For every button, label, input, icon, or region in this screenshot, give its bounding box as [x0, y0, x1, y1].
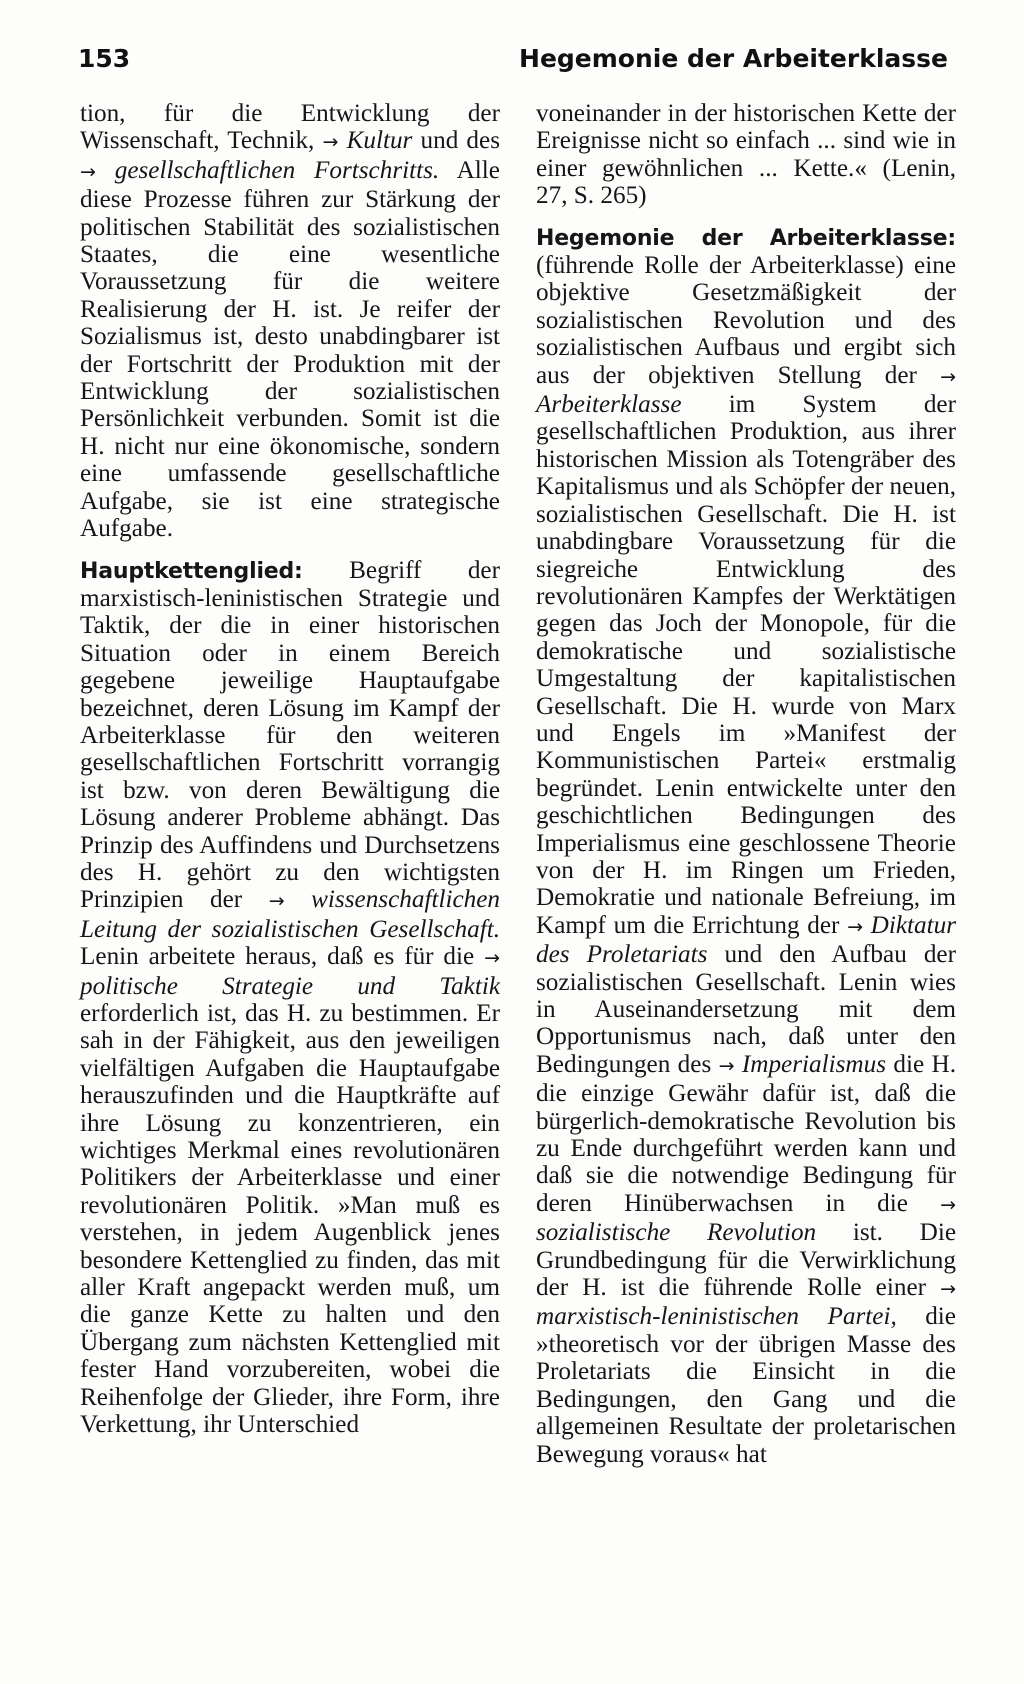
cross-reference-sozialistische-revolution: sozialistische Revolution	[536, 1219, 817, 1247]
quotation-continuation-paragraph	[536, 100, 956, 210]
cross-reference-wissenschaftliche-leitung: wissenschaftlichen Leitung der sozialistischen Gesellschaft.	[80, 886, 500, 943]
cross-reference-arrow-icon: →	[940, 365, 956, 388]
text-segment: die H. die einzige Gewähr dafür ist, daß die bürgerlich-demokratische Revolution bis zu Ende durchgeführt werden kann und daß sie die notwendige Bedingung für deren Hinüberwachsen in die	[536, 1050, 957, 1217]
text-segment: und den Aufbau der sozialistischen Gesellschaft. Lenin wies in Auseinandersetzung mit dem Opportunismus nach, daß unter den Bedingungen des	[536, 941, 956, 1078]
running-head-title: Hegemonie der Arbeiterklasse	[519, 44, 948, 73]
entry-continuation-paragraph	[80, 100, 500, 543]
text-segment: (führende Rolle der Arbeiterklasse) eine objektive Gesetzmäßigkeit der sozialistischen Revolution und des sozialistischen Aufbaus und ergibt sich aus der objektiven Stellung der	[536, 252, 956, 389]
entry-headword: Hegemonie der Arbeiterklasse:	[536, 225, 956, 251]
cross-reference-arrow-icon: →	[940, 1278, 956, 1301]
cross-reference-imperialismus: Imperialismus	[741, 1050, 887, 1078]
text-segment: erforderlich ist, das H. zu bestimmen. Er sah in der Fähigkeit, aus den jeweiligen vielfältigen Aufgaben die Hauptaufgabe herauszufinden und die Hauptkräfte auf ihre Lösung zu konzentrieren, ein wichtiges Merkmal eines revolutionären Politikers der Arbeiterklasse und einer revolutionären Politik. »Man muß es verstehen, in jedem Augenblick jenes besondere Kettenglied zu finden, das mit aller Kraft angepackt werden muß, um die ganze Kette zu halten und den Übergang zum nächsten Kettenglied mit fester Hand vorzubereiten, wobei die Reihenfolge der Glieder, ihre Form, ihre Verkettung, ihr Unterschied	[80, 1000, 500, 1439]
cross-reference-arrow-icon: →	[484, 947, 500, 970]
text-segment: ist. Die Grundbedingung für die Verwirklichung der H. ist die führende Rolle einer	[536, 1219, 957, 1302]
cross-reference-marxistisch-leninistische-partei: marxistisch-leninistischen Partei,	[536, 1303, 897, 1331]
text-segment: voneinander in der historischen Kette der Ereignisse nicht so einfach ... sind wie in einer gewöhnlichen ... Kette.« (Lenin, 27, S. 265)	[536, 100, 956, 210]
cross-reference-arrow-icon: →	[80, 160, 96, 183]
cross-reference-arrow-icon: →	[322, 131, 339, 154]
cross-reference-politische-strategie: politische Strategie und Taktik	[80, 972, 500, 1000]
cross-reference-diktatur-des-proletariats: Diktatur des Proletariats	[536, 911, 956, 969]
page-number: 153	[78, 44, 131, 73]
cross-reference-arbeiterklasse: Arbeiterklasse	[536, 391, 682, 419]
entry-headword: Hauptkettenglied:	[80, 558, 303, 584]
cross-reference-kultur: Kultur	[346, 127, 413, 155]
entry-hegemonie-der-arbeiterklasse	[536, 224, 956, 1468]
text-segment: Lenin arbeitete heraus, daß es für die	[80, 943, 485, 971]
left-column	[80, 100, 500, 1439]
text-segment: die »theoretisch vor der übrigen Masse des Proletariats die Einsicht in die Bedingungen, den Gang und die allgemeinen Resultate der proletarischen Bewegung voraus« hat	[536, 1303, 956, 1468]
text-segment: im System der gesellschaftlichen Produktion, aus ihrer historischen Mission als Totengräber des Kapitalismus und als Schöpfer der neuen, sozialistischen Gesellschaft. Die H. ist unabdingbare Voraussetzung für die siegreiche Entwicklung des revolutionären Kampfes der Werktätigen gegen das Joch der Monopole, für die demokratische und sozialistische Umgestaltung der kapitalistischen Gesellschaft. Die H. wurde von Marx und Engels im »Manifest der Kommunistischen Partei« erstmalig begründet. Lenin entwickelte unter den geschichtlichen Bedingungen des Imperialismus eine geschlossene Theorie von der H. im Ringen um Frieden, Demokratie und nationale Befreiung, im Kampf um die Errichtung der	[536, 391, 956, 939]
cross-reference-gesellschaftlicher-fortschritt: gesellschaftlichen Fortschritts.	[114, 156, 440, 184]
text-segment: Begriff der marxistisch-leninistischen Strategie und Taktik, der die in einer historischen Situation oder in einem Bereich gegebene jeweilige Hauptaufgabe bezeichnet, deren Lösung im Kampf der Arbeiterklasse für den weiteren gesellschaftlichen Fortschritt vorrangig ist bzw. von deren Bewältigung die Lösung anderer Probleme abhängt. Das Prinzip des Auffindens und Durchsetzens des H. gehört zu den wichtigsten Prinzipien der	[80, 556, 500, 914]
right-column	[536, 100, 956, 1468]
cross-reference-arrow-icon: →	[847, 915, 863, 938]
running-head	[78, 44, 948, 84]
text-segment: tion, für die Entwicklung der Wissenschaft, Technik,	[80, 100, 500, 155]
cross-reference-arrow-icon: →	[940, 1193, 956, 1216]
cross-reference-arrow-icon: →	[268, 890, 285, 913]
entry-hauptkettenglied	[80, 557, 500, 1439]
text-segment: Alle diese Prozesse führen zur Stärkung der politischen Stabilität des sozialistischen Staates, die eine wesentliche Voraussetzung für die weitere Realisierung der H. ist. Je reifer der Sozialismus ist, desto unabdingbarer ist der Fortschritt der Produktion mit der Entwicklung der sozialistischen Persönlichkeit verbunden. Somit ist die H. nicht nur eine ökonomische, sondern eine umfassende gesellschaftliche Aufgabe, sie ist eine strategische Aufgabe.	[80, 156, 500, 543]
cross-reference-arrow-icon: →	[718, 1054, 735, 1077]
text-segment: und des	[412, 127, 501, 155]
